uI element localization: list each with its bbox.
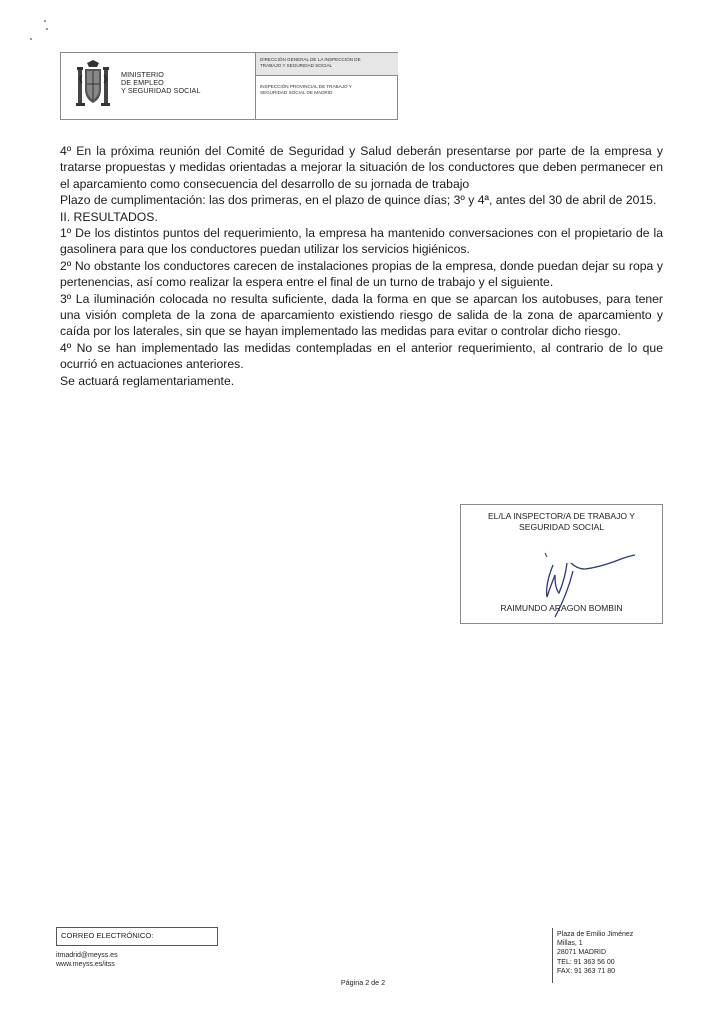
ministry-block [61, 53, 255, 119]
directorate-box [256, 53, 398, 76]
directorate-text: DIRECCIÓN GENERAL DE LA INSPECCIÓN DE TRABAJO Y SEGURIDAD SOCIAL [260, 57, 361, 68]
paragraph-result-3: 3º La iluminación colocada no resulta suficiente, dada la forma en que se aparcan los autobuses, para tener una visión completa de la zona de aparcamiento existiendo riesgo de salida de la zona de aparcamiento y caída por los laterales, sin que se hayan implementado las medidas para evitar o controlar dicho riesgo. [60, 291, 663, 339]
page-number: Página 2 de 2 [340, 978, 386, 987]
department-block [255, 53, 398, 119]
paragraph-requirement-4: 4º En la próxima reunión del Comité de Seguridad y Salud deberán presentarse por parte de la empresa y tratarse propuestas y medidas orientadas a mejorar la situación de los conductores que deben permanecer en el aparcamiento como consecuencia del desarrollo de su jornada de trabajo [60, 144, 663, 191]
letterhead [60, 52, 398, 120]
ministry-name: MINISTERIO DE EMPLEO Y SEGURIDAD SOCIAL [121, 70, 201, 95]
email-address[interactable]: itmadrid@meyss.es [56, 952, 118, 959]
signature-box [460, 504, 663, 624]
section-heading-results: II. RESULTADOS. [60, 209, 158, 224]
website-link[interactable]: www.meyss.es/itss [56, 961, 115, 968]
provincial-office-text: INSPECCIÓN PROVINCIAL DE TRABAJO Y SEGURIDAD SOCIAL DE MADRID [260, 84, 352, 95]
paragraph-result-2: 2º No obstante los conductores carecen de instalaciones propias de la empresa, donde puedan dejar su ropa y pertenencias, así como realizar la espera entre el final de un turno de trabajo y el siguiente. [60, 258, 663, 290]
email-label: CORREO ELECTRÓNICO: [61, 931, 154, 940]
handwritten-signature [525, 545, 655, 625]
document-body [60, 143, 663, 389]
paragraph-result-4: 4º No se han implementado las medidas contempladas en el anterior requerimiento, al contrario de lo que ocurrió en actuaciones anteriores. [60, 340, 663, 372]
coat-of-arms-icon [75, 59, 111, 113]
scan-speckles [30, 20, 50, 50]
paragraph-result-1: 1º De los distintos puntos del requerimiento, la empresa ha mantenido conversaciones con el propietario de la gasolinera para que los conductores puedan utilizar los servicios higiénicos. [60, 226, 663, 257]
address-divider [552, 928, 553, 983]
paragraph-closing: Se actuará reglamentariamente. [60, 373, 235, 388]
inspector-name: RAIMUNDO ARAGON BOMBIN [500, 603, 623, 613]
office-address: Plaza de Emilio Jiménez Millas, 1 28071 MADRID TEL: 91 363 56 00 FAX: 91 363 71 80 [557, 931, 634, 975]
inspector-title: EL/LA INSPECTOR/A DE TRABAJO Y SEGURIDAD SOCIAL [487, 511, 636, 532]
footer-contact [56, 951, 118, 969]
paragraph-deadline: Plazo de cumplimentación: las dos primeras, en el plazo de quince días; 3º y 4ª, antes del 30 de abril de 2015. [60, 193, 657, 208]
email-label-box [56, 927, 218, 946]
